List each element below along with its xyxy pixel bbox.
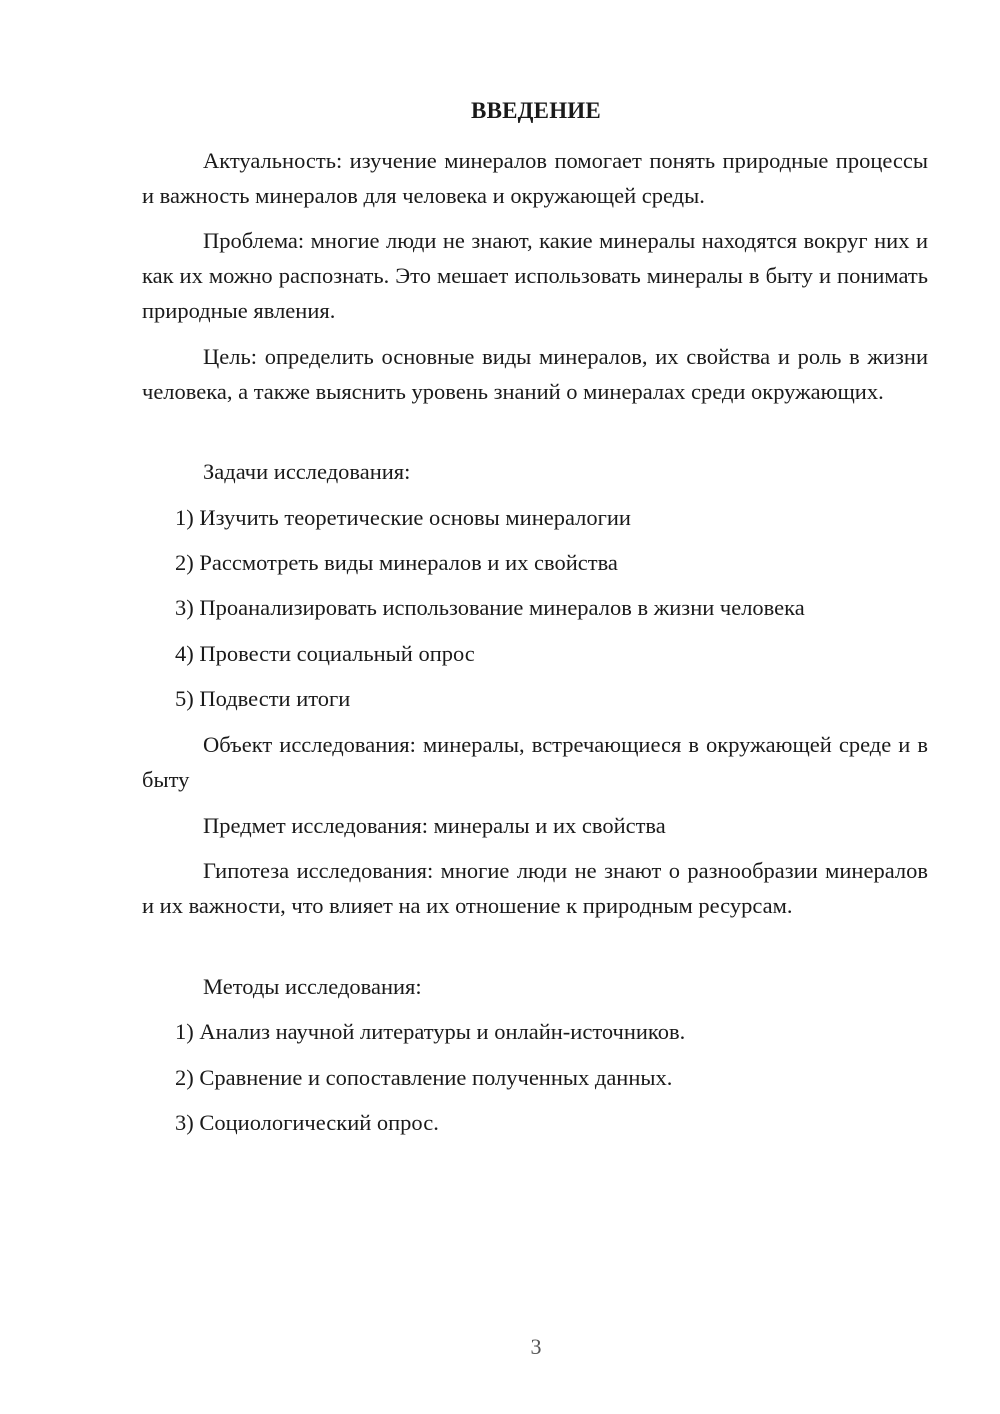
page-title: ВВЕДЕНИЕ — [471, 98, 601, 123]
tasks-heading: Задачи исследования: — [203, 459, 411, 484]
task-item-4: 4) Провести социальный опрос — [175, 641, 475, 666]
subject-paragraph: Предмет исследования: минералы и их свойства — [203, 813, 666, 838]
task-item-2: 2) Рассмотреть виды минералов и их свойства — [175, 550, 618, 575]
task-item-5: 5) Подвести итоги — [175, 686, 351, 711]
hypothesis-paragraph: Гипотеза исследования: многие люди не знают о разнообразии минералов и их важности, что влияет на их отношение к природным ресурсам. — [142, 858, 928, 918]
task-item-1: 1) Изучить теоретические основы минералогии — [175, 505, 631, 530]
page-number: 3 — [530, 1334, 542, 1359]
goal-paragraph: Цель: определить основные виды минералов, их свойства и роль в жизни человека, а также выяснить уровень знаний о минералах среди окружающих. — [142, 344, 928, 404]
task-item-3: 3) Проанализировать использование минералов в жизни человека — [175, 595, 805, 620]
method-item-1: 1) Анализ научной литературы и онлайн-источников. — [175, 1019, 686, 1044]
methods-heading: Методы исследования: — [203, 974, 422, 999]
object-paragraph: Объект исследования: минералы, встречающиеся в окружающей среде и в быту — [142, 732, 928, 792]
problem-paragraph: Проблема: многие люди не знают, какие минералы находятся вокруг них и как их можно распознать. Это мешает использовать минералы в быту и понимать природные явления. — [142, 228, 928, 323]
relevance-paragraph: Актуальность: изучение минералов помогает понять природные процессы и важность минералов для человека и окружающей среды. — [142, 148, 928, 208]
method-item-3: 3) Социологический опрос. — [175, 1110, 439, 1135]
method-item-2: 2) Сравнение и сопоставление полученных данных. — [175, 1065, 673, 1090]
